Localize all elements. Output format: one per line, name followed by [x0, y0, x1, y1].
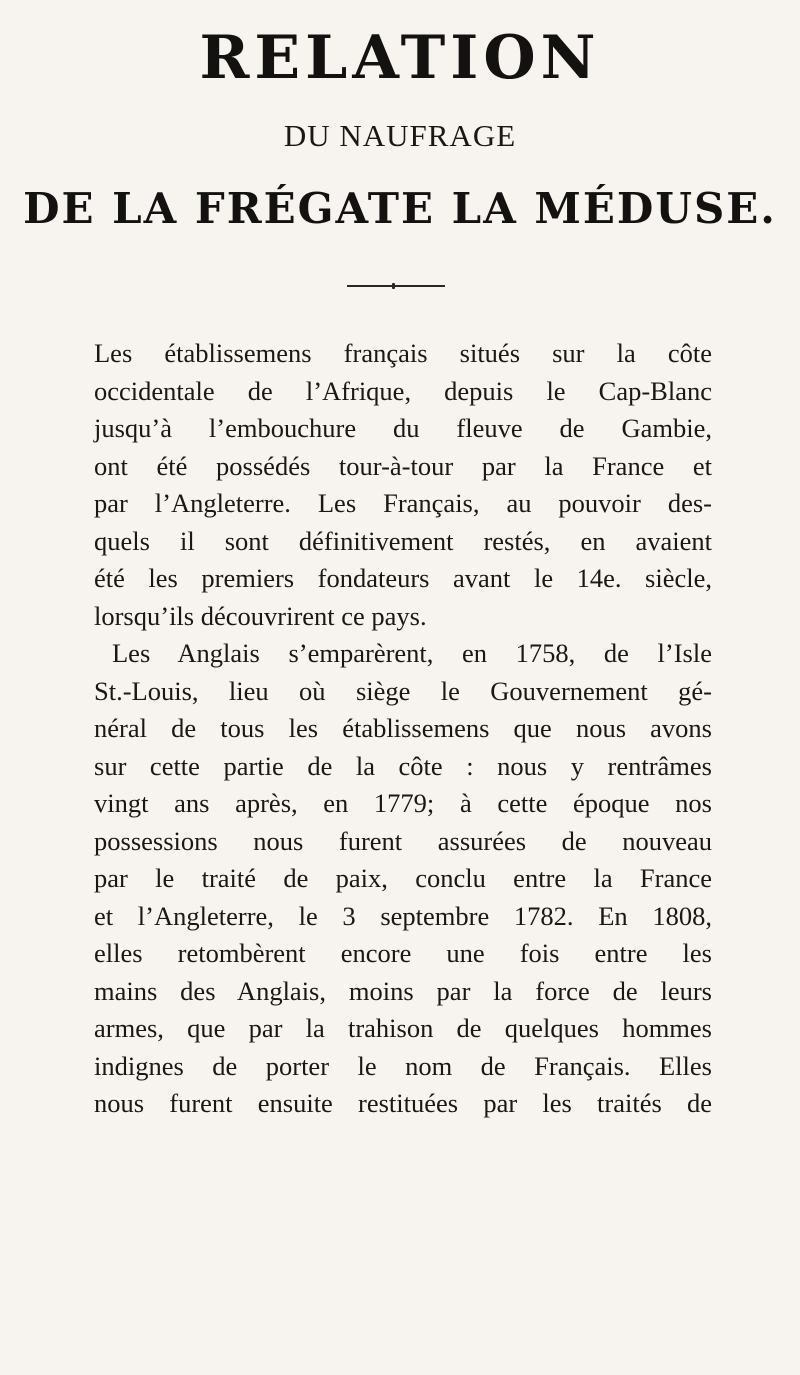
text-line: nous furent ensuite restituées par les traités de	[94, 1088, 712, 1118]
text-line: et l’Angleterre, le 3 septembre 1782. En 1808,	[94, 900, 712, 931]
text-line: vingt ans après, en 1779; à cette époque nos	[94, 788, 712, 818]
text-line: été les premiers fondateurs avant le 14e. siècle,	[94, 563, 712, 593]
text-line: Les Anglais s’emparèrent, en 1758, de l’Isle	[112, 638, 712, 668]
text-line: néral de tous les établissemens que nous avons	[94, 713, 712, 743]
page-subtitle: DU NAUFRAGE	[283, 118, 517, 153]
text-line: Les établissemens français situés sur la côte	[94, 338, 712, 368]
text-line: St.-Louis, lieu où siège le Gouvernement gé-	[94, 675, 712, 706]
page-title: RELATION	[199, 23, 601, 93]
text-line: quels il sont définitivement restés, en avaient	[94, 525, 712, 556]
text-line: par l’Angleterre. Les Français, au pouvoir des-	[94, 488, 712, 518]
body-text	[94, 335, 712, 1123]
text-line: jusqu’à l’embouchure du fleuve de Gambie,	[94, 413, 712, 443]
text-line: lorsqu’ils découvrirent ce pays.	[94, 600, 427, 631]
text-line: par le traité de paix, conclu entre la France	[94, 863, 712, 893]
text-line: mains des Anglais, moins par la force de leurs	[94, 975, 712, 1006]
decorative-rule	[347, 285, 445, 287]
text-line: armes, que par la trahison de quelques hommes	[94, 1013, 712, 1043]
text-line: sur cette partie de la côte : nous y rentrâmes	[94, 750, 712, 781]
text-line: occidentale de l’Afrique, depuis le Cap-Blanc	[94, 375, 712, 406]
ship-title: DE LA FRÉGATE LA MÉDUSE.	[23, 184, 777, 233]
text-line: possessions nous furent assurées de nouveau	[94, 825, 712, 856]
text-line: indignes de porter le nom de Français. Elles	[94, 1050, 712, 1081]
text-line: elles retombèrent encore une fois entre les	[94, 938, 712, 968]
text-line: ont été possédés tour-à-tour par la France et	[94, 450, 712, 481]
